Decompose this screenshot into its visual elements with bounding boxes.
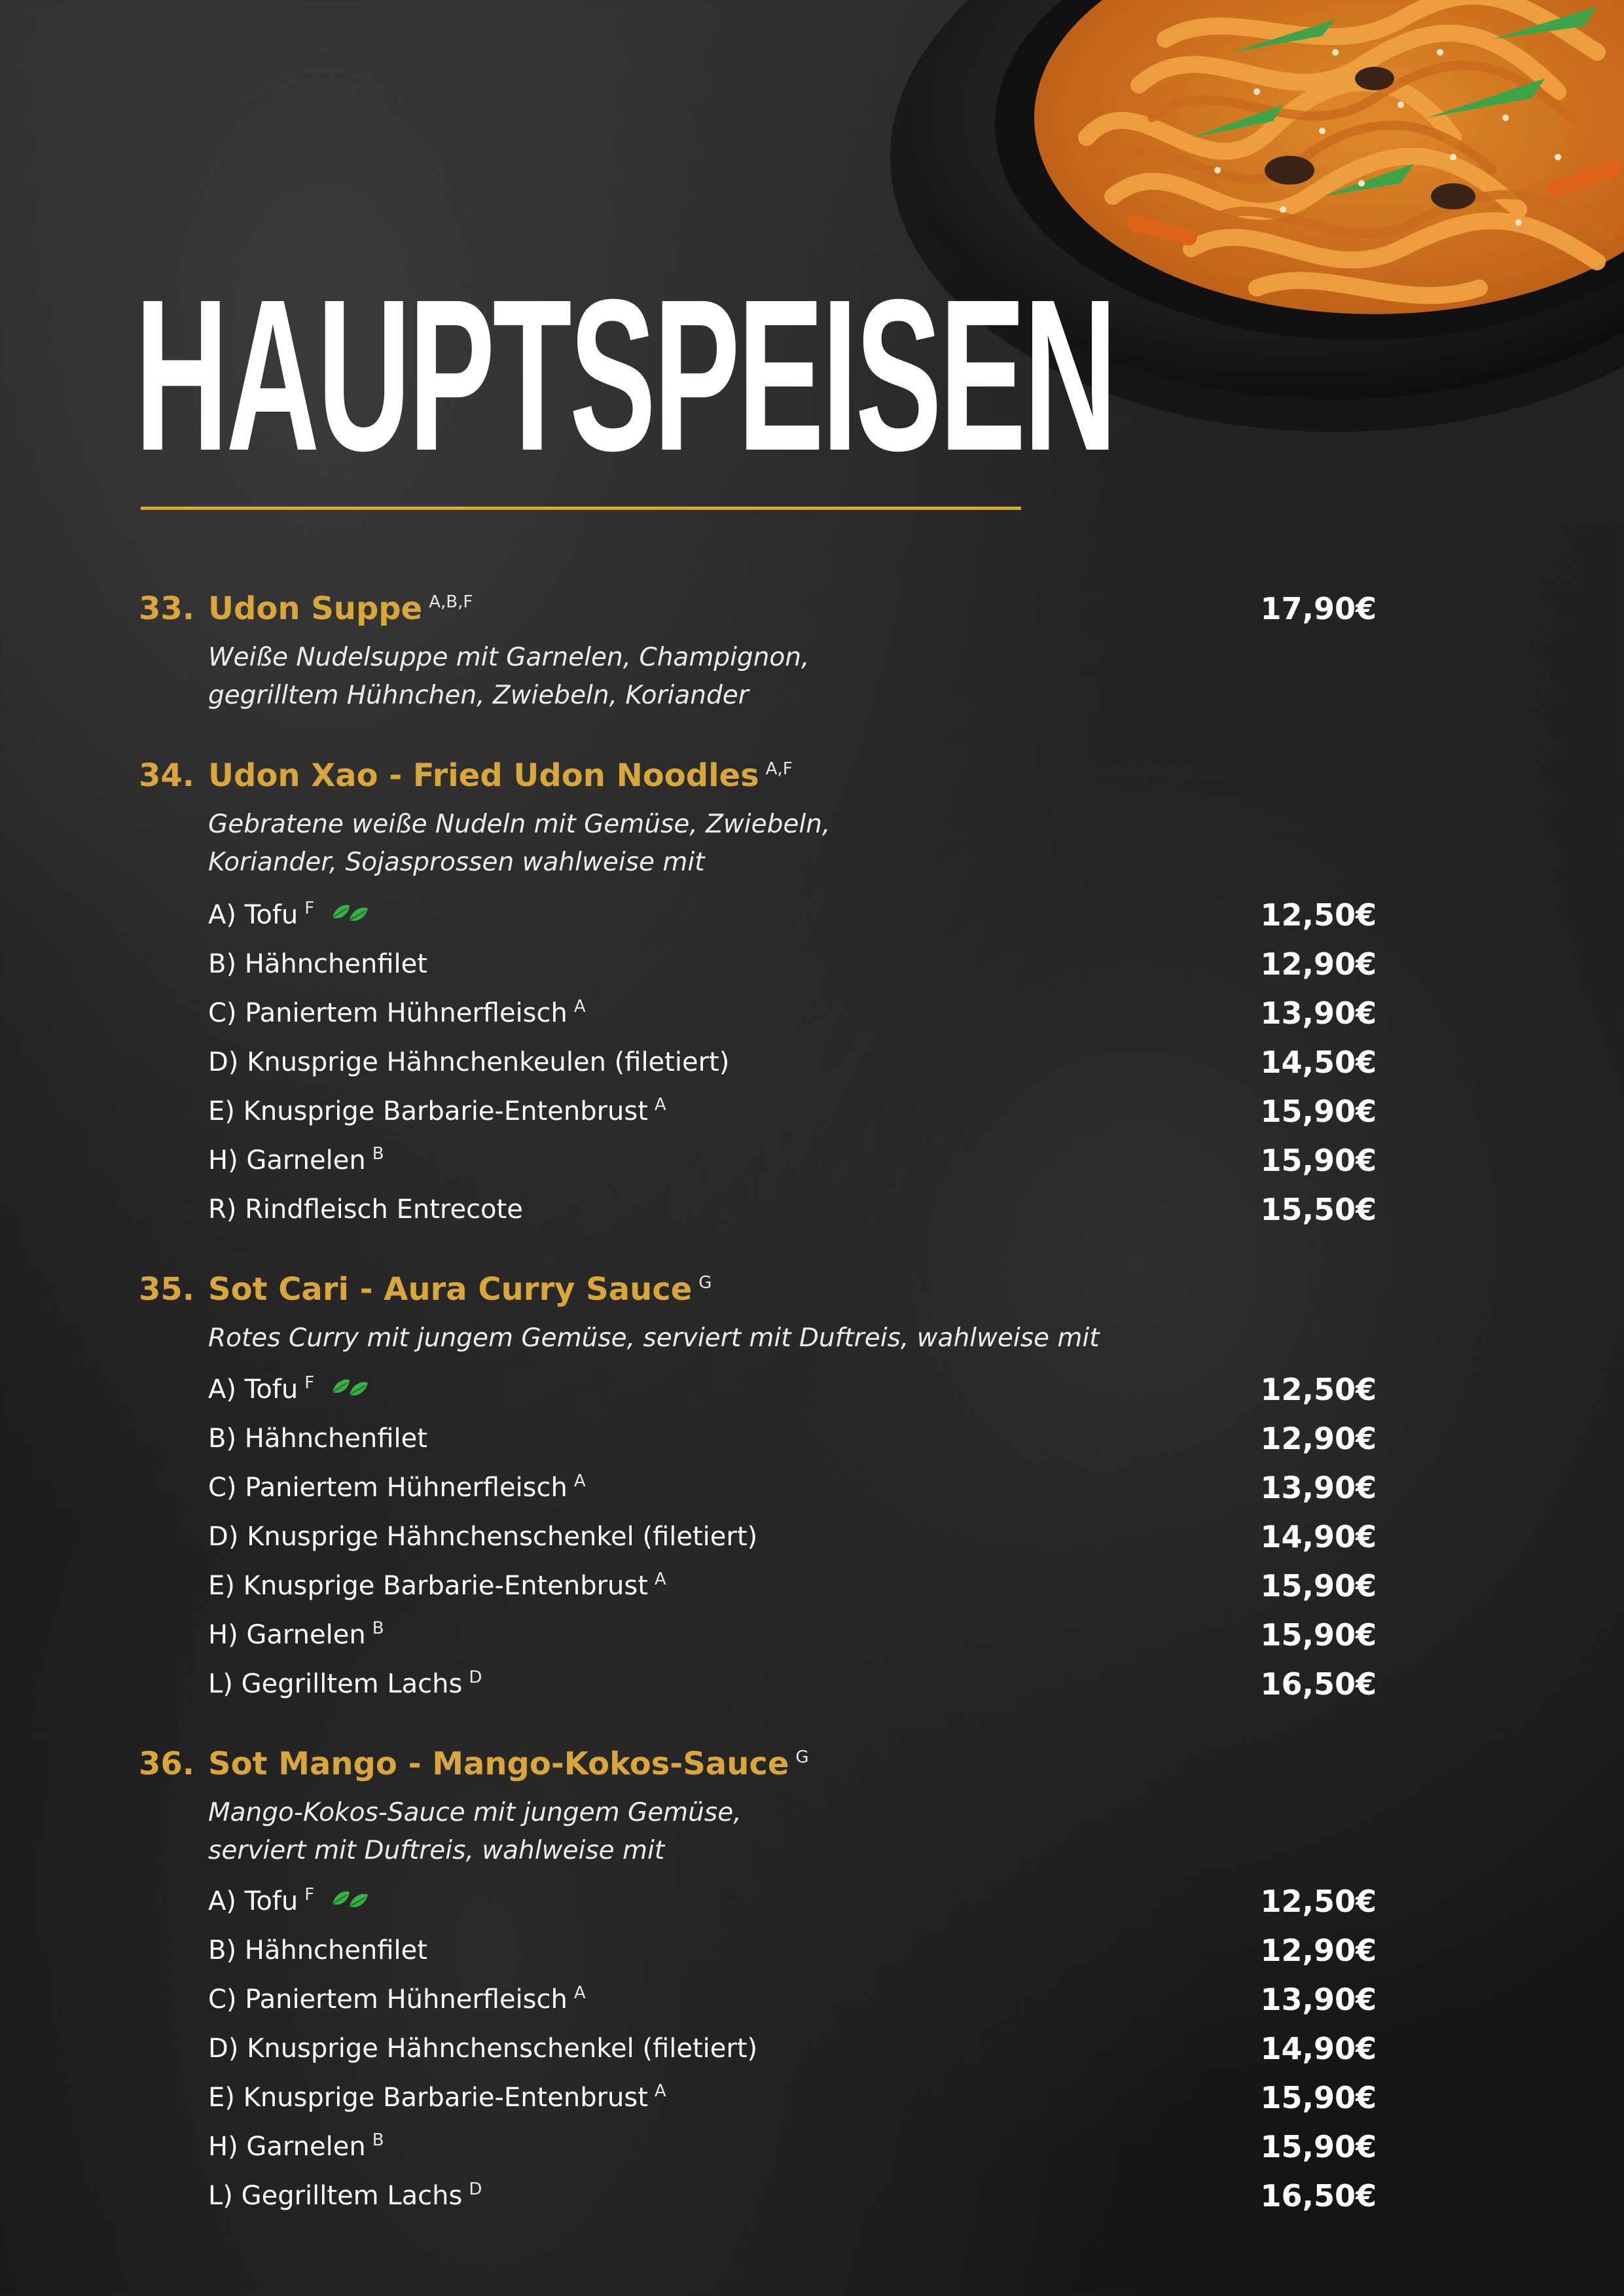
option-item: A) Tofu $^F$ [208,1371,369,1408]
dish-description: Weiße Nudelsuppe mit Garnelen, Champignon, gegrilltem Hühnchen, Zwiebeln, Koriander [208,643,810,710]
dish-name: Udon Suppe $^{A,B,F}$ [208,590,473,627]
option-item: L) Gegrilltem Lachs $^D$ [208,2179,482,2211]
option-price: 16,50€ [1260,2178,1377,2214]
option-price: 12,90€ [1260,946,1377,982]
option-price: 13,90€ [1260,1470,1377,1505]
dish-name: Udon Xao - Fried Udon Noodles $^{A,F}$ [208,757,793,794]
option-price: 15,90€ [1260,2080,1377,2115]
dish-number: 34. [139,757,195,794]
option-item: C) Paniertem Hühnerfleisch $^A$ [208,1471,586,1503]
dish-number: 33. [139,590,195,627]
allergen-codes: G [698,1273,712,1293]
option-item: E) Knusprige Barbarie-Entenbrust $^A$ [208,2081,666,2113]
option-item: H) Garnelen $^B$ [208,1619,384,1650]
leaf-icon [330,901,369,927]
option-price: 15,90€ [1260,1617,1377,1653]
option-price: 14,90€ [1260,1519,1377,1554]
option-price: 12,90€ [1260,1933,1377,1968]
option-price: 14,50€ [1260,1045,1377,1080]
dish-name: Sot Mango - Mango-Kokos-Sauce $^G$ [208,1746,809,1782]
allergen-codes: A,B,F [429,592,473,612]
dish-description: Gebratene weiße Nudeln mit Gemüse, Zwiebeln, Koriander, Sojasprossen wahlweise mit [208,810,831,877]
dish-price: 17,90€ [1260,591,1377,626]
dish-description: Rotes Curry mit jungem Gemüse, serviert mit Duftreis, wahlweise mit [208,1323,1100,1353]
title-underline [141,507,1021,510]
option-price: 16,50€ [1260,1666,1377,1702]
allergen-codes: G [795,1748,809,1767]
option-price: 12,50€ [1260,897,1377,933]
dish-name: Sot Cari - Aura Curry Sauce $^G$ [208,1271,712,1308]
option-item: B) Hähnchenfilet [208,1424,427,1454]
option-item: C) Paniertem Hühnerfleisch $^A$ [208,997,586,1028]
option-item: H) Garnelen $^B$ [208,1144,384,1175]
option-price: 13,90€ [1260,996,1377,1031]
option-price: 14,90€ [1260,2031,1377,2066]
leaf-icon [330,1375,369,1401]
option-item: E) Knusprige Barbarie-Entenbrust $^A$ [208,1570,666,1601]
option-price: 15,90€ [1260,2129,1377,2164]
option-item: D) Knusprige Hähnchenkeulen (filetiert) [208,1047,730,1077]
option-item: E) Knusprige Barbarie-Entenbrust $^A$ [208,1095,666,1126]
option-item: C) Paniertem Hühnerfleisch $^A$ [208,1983,586,2015]
dish-number: 35. [139,1271,195,1308]
option-item: D) Knusprige Hähnchenschenkel (filetiert) [208,2034,758,2064]
allergen-codes: A,F [765,759,793,779]
option-item: B) Hähnchenfilet [208,1935,427,1965]
option-item: L) Gegrilltem Lachs $^D$ [208,1668,482,1699]
option-item: A) Tofu $^F$ [208,1883,369,1920]
option-price: 12,50€ [1260,1884,1377,1919]
option-price: 15,90€ [1260,1568,1377,1604]
option-price: 13,90€ [1260,1982,1377,2017]
option-price: 15,90€ [1260,1143,1377,1178]
option-item: A) Tofu $^F$ [208,897,369,933]
dish-number: 36. [139,1746,195,1782]
option-price: 12,50€ [1260,1372,1377,1407]
option-item: B) Hähnchenfilet [208,949,427,979]
page-title: HAUPTSPEISEN [135,254,1115,495]
option-item: R) Rindfleisch Entrecote [208,1194,523,1225]
option-item: H) Garnelen $^B$ [208,2130,384,2162]
option-price: 15,50€ [1260,1192,1377,1227]
option-price: 15,90€ [1260,1094,1377,1129]
dish-description: Mango-Kokos-Sauce mit jungem Gemüse, serviert mit Duftreis, wahlweise mit [208,1798,742,1865]
option-price: 12,90€ [1260,1421,1377,1456]
leaf-icon [330,1887,369,1913]
option-item: D) Knusprige Hähnchenschenkel (filetiert) [208,1522,758,1552]
